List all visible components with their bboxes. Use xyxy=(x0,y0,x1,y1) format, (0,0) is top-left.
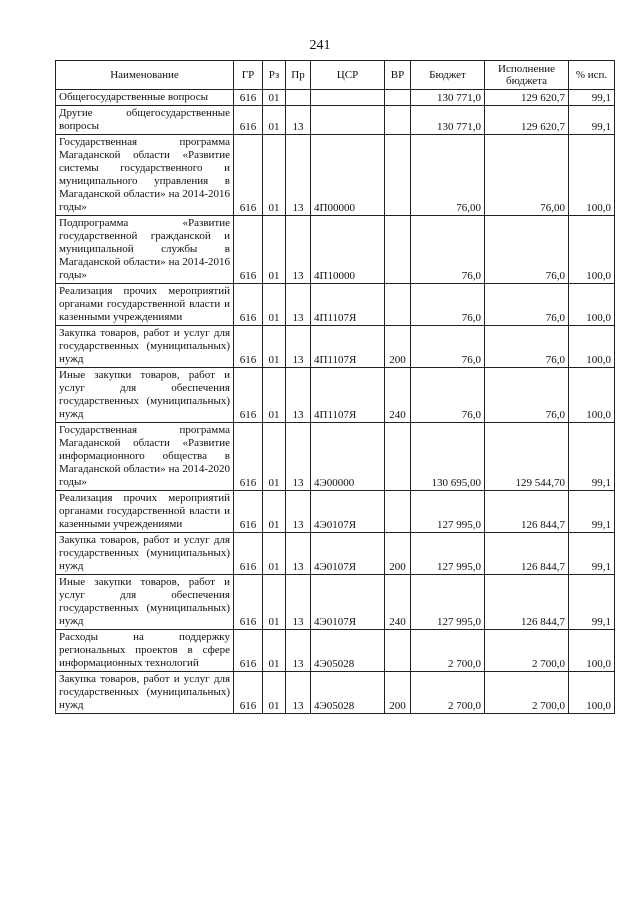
header-execution: Исполнение бюджета xyxy=(485,61,569,90)
cell-pr: 13 xyxy=(286,491,311,533)
cell-vr xyxy=(385,135,411,216)
cell-budget: 130 771,0 xyxy=(411,90,485,106)
cell-budget: 76,0 xyxy=(411,326,485,368)
cell-gr: 616 xyxy=(234,135,263,216)
cell-csr: 4Э0107Я xyxy=(311,575,385,630)
cell-name: Закупка товаров, работ и услуг для государственных (муниципальных) нужд xyxy=(56,533,234,575)
cell-percent: 100,0 xyxy=(569,216,615,284)
cell-gr: 616 xyxy=(234,575,263,630)
table-row xyxy=(56,575,615,630)
cell-vr: 200 xyxy=(385,672,411,714)
cell-percent: 99,1 xyxy=(569,533,615,575)
cell-vr xyxy=(385,284,411,326)
cell-vr: 240 xyxy=(385,368,411,423)
cell-budget: 76,0 xyxy=(411,284,485,326)
cell-csr: 4П1107Я xyxy=(311,326,385,368)
cell-rz: 01 xyxy=(263,491,286,533)
cell-budget: 76,0 xyxy=(411,368,485,423)
table-body xyxy=(56,90,615,714)
table-row xyxy=(56,672,615,714)
cell-execution: 2 700,0 xyxy=(485,630,569,672)
cell-pr: 13 xyxy=(286,326,311,368)
table-row xyxy=(56,423,615,491)
cell-csr: 4Э0107Я xyxy=(311,491,385,533)
cell-execution: 126 844,7 xyxy=(485,533,569,575)
cell-execution: 2 700,0 xyxy=(485,672,569,714)
cell-rz: 01 xyxy=(263,326,286,368)
table-row xyxy=(56,135,615,216)
table-row xyxy=(56,90,615,106)
header-name: Наименование xyxy=(56,61,234,90)
cell-percent: 100,0 xyxy=(569,135,615,216)
cell-gr: 616 xyxy=(234,90,263,106)
cell-pr: 13 xyxy=(286,106,311,135)
cell-gr: 616 xyxy=(234,368,263,423)
table-row xyxy=(56,368,615,423)
header-vr: ВР xyxy=(385,61,411,90)
cell-csr: 4Э00000 xyxy=(311,423,385,491)
cell-name: Другие общегосударственные вопросы xyxy=(56,106,234,135)
cell-csr: 4П10000 xyxy=(311,216,385,284)
cell-rz: 01 xyxy=(263,533,286,575)
cell-percent: 100,0 xyxy=(569,284,615,326)
cell-rz: 01 xyxy=(263,368,286,423)
cell-percent: 99,1 xyxy=(569,423,615,491)
cell-rz: 01 xyxy=(263,135,286,216)
table-row xyxy=(56,106,615,135)
header-rz: Рз xyxy=(263,61,286,90)
cell-budget: 130 771,0 xyxy=(411,106,485,135)
cell-pr: 13 xyxy=(286,135,311,216)
cell-execution: 76,00 xyxy=(485,135,569,216)
cell-execution: 76,0 xyxy=(485,284,569,326)
cell-execution: 76,0 xyxy=(485,368,569,423)
cell-vr: 200 xyxy=(385,326,411,368)
cell-rz: 01 xyxy=(263,575,286,630)
cell-rz: 01 xyxy=(263,90,286,106)
header-csr: ЦСР xyxy=(311,61,385,90)
cell-pr xyxy=(286,90,311,106)
table-row xyxy=(56,284,615,326)
cell-pr: 13 xyxy=(286,630,311,672)
cell-pr: 13 xyxy=(286,672,311,714)
page-number: 241 xyxy=(309,38,331,53)
cell-vr xyxy=(385,423,411,491)
cell-vr xyxy=(385,106,411,135)
cell-csr: 4Э0107Я xyxy=(311,533,385,575)
cell-csr: 4П1107Я xyxy=(311,368,385,423)
cell-pr: 13 xyxy=(286,423,311,491)
cell-gr: 616 xyxy=(234,672,263,714)
cell-execution: 76,0 xyxy=(485,326,569,368)
cell-percent: 100,0 xyxy=(569,368,615,423)
cell-csr xyxy=(311,90,385,106)
cell-vr xyxy=(385,491,411,533)
cell-csr xyxy=(311,106,385,135)
cell-gr: 616 xyxy=(234,630,263,672)
cell-name: Реализация прочих мероприятий органами государственной власти и казенными учреждениями xyxy=(56,284,234,326)
cell-budget: 76,0 xyxy=(411,216,485,284)
cell-name: Иные закупки товаров, работ и услуг для обеспечения государственных (муниципальных) нужд xyxy=(56,368,234,423)
cell-percent: 99,1 xyxy=(569,90,615,106)
cell-name: Иные закупки товаров, работ и услуг для обеспечения государственных (муниципальных) нужд xyxy=(56,575,234,630)
cell-name: Государственная программа Магаданской области «Развитие системы государственного и муниципального управления в Магаданской области» на 2014-2016 годы» xyxy=(56,135,234,216)
cell-vr xyxy=(385,630,411,672)
table-row xyxy=(56,630,615,672)
cell-csr: 4П1107Я xyxy=(311,284,385,326)
cell-name: Реализация прочих мероприятий органами государственной власти и казенными учреждениями xyxy=(56,491,234,533)
cell-execution: 76,0 xyxy=(485,216,569,284)
cell-execution: 129 544,70 xyxy=(485,423,569,491)
cell-budget: 130 695,00 xyxy=(411,423,485,491)
cell-percent: 100,0 xyxy=(569,326,615,368)
cell-budget: 127 995,0 xyxy=(411,575,485,630)
header-budget: Бюджет xyxy=(411,61,485,90)
cell-name: Расходы на поддержку региональных проектов в сфере информационных технологий xyxy=(56,630,234,672)
cell-gr: 616 xyxy=(234,326,263,368)
cell-execution: 129 620,7 xyxy=(485,106,569,135)
cell-budget: 2 700,0 xyxy=(411,630,485,672)
cell-budget: 127 995,0 xyxy=(411,491,485,533)
cell-gr: 616 xyxy=(234,423,263,491)
cell-budget: 127 995,0 xyxy=(411,533,485,575)
cell-gr: 616 xyxy=(234,216,263,284)
cell-pr: 13 xyxy=(286,533,311,575)
cell-vr: 200 xyxy=(385,533,411,575)
cell-name: Закупка товаров, работ и услуг для государственных (муниципальных) нужд xyxy=(56,672,234,714)
cell-gr: 616 xyxy=(234,284,263,326)
cell-rz: 01 xyxy=(263,423,286,491)
cell-execution: 126 844,7 xyxy=(485,575,569,630)
table-header-row xyxy=(56,61,615,90)
cell-gr: 616 xyxy=(234,533,263,575)
cell-budget: 76,00 xyxy=(411,135,485,216)
header-pr: Пр xyxy=(286,61,311,90)
cell-pr: 13 xyxy=(286,216,311,284)
cell-rz: 01 xyxy=(263,672,286,714)
cell-execution: 129 620,7 xyxy=(485,90,569,106)
cell-rz: 01 xyxy=(263,216,286,284)
table-row xyxy=(56,491,615,533)
cell-name: Общегосударственные вопросы xyxy=(56,90,234,106)
cell-pr: 13 xyxy=(286,368,311,423)
table-row xyxy=(56,216,615,284)
cell-gr: 616 xyxy=(234,491,263,533)
cell-percent: 100,0 xyxy=(569,630,615,672)
cell-vr xyxy=(385,216,411,284)
cell-vr xyxy=(385,90,411,106)
cell-rz: 01 xyxy=(263,106,286,135)
header-percent: % исп. xyxy=(569,61,615,90)
cell-pr: 13 xyxy=(286,575,311,630)
cell-vr: 240 xyxy=(385,575,411,630)
cell-csr: 4Э05028 xyxy=(311,672,385,714)
cell-percent: 100,0 xyxy=(569,672,615,714)
cell-rz: 01 xyxy=(263,630,286,672)
budget-table xyxy=(55,60,615,714)
cell-rz: 01 xyxy=(263,284,286,326)
cell-percent: 99,1 xyxy=(569,575,615,630)
cell-percent: 99,1 xyxy=(569,491,615,533)
cell-percent: 99,1 xyxy=(569,106,615,135)
table-row xyxy=(56,326,615,368)
cell-name: Закупка товаров, работ и услуг для государственных (муниципальных) нужд xyxy=(56,326,234,368)
table-row xyxy=(56,533,615,575)
cell-csr: 4П00000 xyxy=(311,135,385,216)
cell-pr: 13 xyxy=(286,284,311,326)
cell-execution: 126 844,7 xyxy=(485,491,569,533)
cell-name: Подпрограмма «Развитие государственной гражданской и муниципальной службы в Магаданской области» на 2014-2016 годы» xyxy=(56,216,234,284)
cell-csr: 4Э05028 xyxy=(311,630,385,672)
cell-name: Государственная программа Магаданской области «Развитие информационного общества в Магаданской области» на 2014-2020 годы» xyxy=(56,423,234,491)
cell-gr: 616 xyxy=(234,106,263,135)
cell-budget: 2 700,0 xyxy=(411,672,485,714)
header-gr: ГР xyxy=(234,61,263,90)
